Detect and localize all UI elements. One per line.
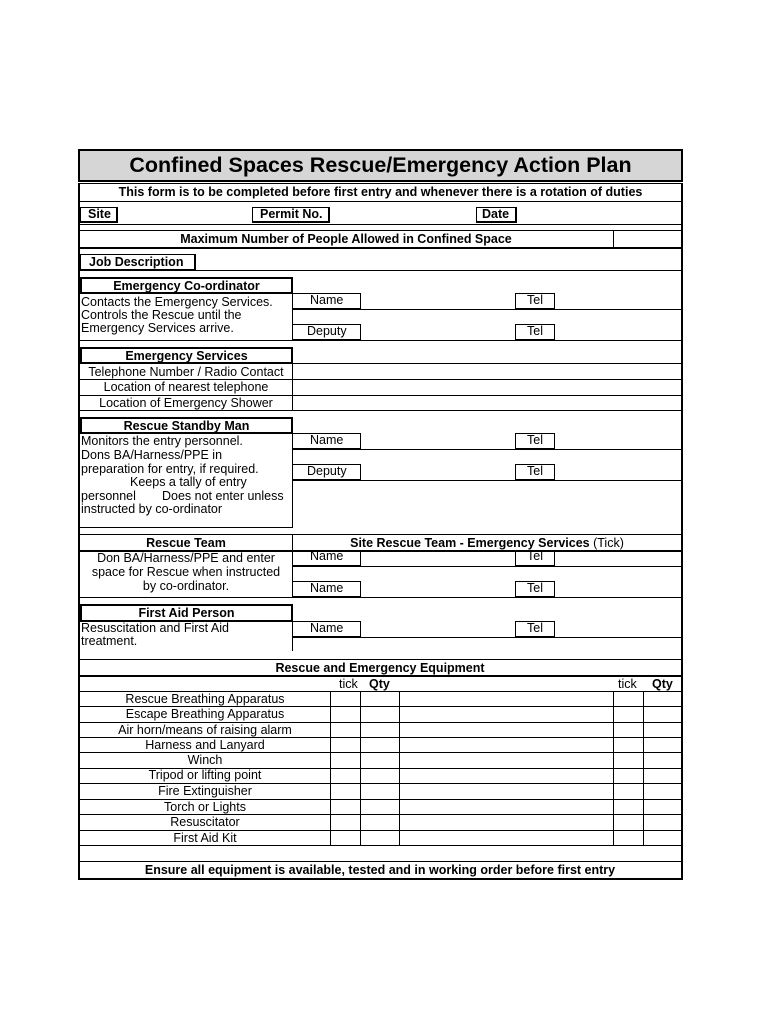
subtitle: This form is to be completed before first entry and whenever there is a rotation of duties [118,185,643,199]
footer-note: Ensure all equipment is available, tested and in working order before first entry [144,863,616,877]
equipment-item: First Aid Kit [173,831,237,845]
equipment-item: Escape Breathing Apparatus [125,707,285,721]
services-nearest-phone-label: Location of nearest telephone [103,380,269,394]
rescue-team-heading: Rescue Team [146,536,226,550]
standby-tel-label: Tel [515,433,555,449]
standby-desc-5a: personnel [81,489,136,503]
standby-desc-1: Monitors the entry personnel. [81,434,243,448]
coordinator-desc-2: Controls the Rescue until the [81,308,242,322]
rescue-team-tel-1-label: Tel [515,550,555,566]
standby-desc-5b: Does not enter unless [162,489,284,503]
standby-deputy-tel-label: Tel [515,464,555,480]
equipment-tick-header-left: tick [339,677,358,691]
standby-desc-4: Keeps a tally of entry [130,475,247,489]
site-label: Site [80,207,118,223]
services-phone-label: Telephone Number / Radio Contact [88,365,284,379]
standby-desc-3: preparation for entry, if required. [81,462,259,476]
first-aid-name-label: Name [292,621,361,637]
equipment-item: Torch or Lights [164,800,246,814]
permit-label: Permit No. [252,207,330,223]
rescue-team-right-heading: Site Rescue Team - Emergency Services (Tick) [350,536,624,550]
coordinator-name-label: Name [292,293,361,309]
equipment-item: Tripod or lifting point [148,768,262,782]
equipment-heading: Rescue and Emergency Equipment [275,661,485,675]
rescue-team-desc-3: by co-ordinator. [142,579,230,593]
coordinator-desc-1: Contacts the Emergency Services. [81,295,273,309]
max-people-label: Maximum Number of People Allowed in Confined Space [180,232,512,246]
equipment-item: Harness and Lanyard [145,738,265,752]
equipment-item: Rescue Breathing Apparatus [125,692,285,706]
standby-name-label: Name [292,433,361,449]
rescue-team-desc-2: space for Rescue when instructed [91,565,281,579]
rescue-team-name-2-label: Name [292,581,361,597]
equipment-qty-header-left: Qty [369,677,390,691]
equipment-item: Air horn/means of raising alarm [118,723,292,737]
standby-heading: Rescue Standby Man [123,419,250,433]
first-aid-desc-2: treatment. [81,634,138,648]
coordinator-deputy-label: Deputy [292,324,361,340]
services-heading: Emergency Services [125,349,248,363]
equipment-item: Winch [187,753,223,767]
equipment-qty-header-right: Qty [652,677,673,691]
coordinator-heading: Emergency Co-ordinator [113,279,260,293]
job-description-label: Job Description [80,254,196,271]
date-label: Date [476,207,517,223]
coordinator-tel-label: Tel [515,293,555,309]
coordinator-deputy-tel-label: Tel [515,324,555,340]
coordinator-desc-3: Emergency Services arrive. [81,321,234,335]
equipment-tick-header-right: tick [618,677,637,691]
equipment-item: Resuscitator [170,815,240,829]
services-shower-label: Location of Emergency Shower [99,396,273,410]
first-aid-desc-1: Resuscitation and First Aid [81,621,229,635]
rescue-team-desc-1: Don BA/Harness/PPE and enter [97,551,275,565]
equipment-item: Fire Extinguisher [158,784,252,798]
standby-desc-6: instructed by co-ordinator [81,502,223,516]
first-aid-heading: First Aid Person [138,606,235,620]
rescue-team-name-1-label: Name [292,550,361,566]
rescue-team-tel-2-label: Tel [515,581,555,597]
page-title: Confined Spaces Rescue/Emergency Action Plan [129,153,632,177]
standby-desc-2: Dons BA/Harness/PPE in [81,448,223,462]
standby-deputy-label: Deputy [292,464,361,480]
first-aid-tel-label: Tel [515,621,555,637]
max-people-value[interactable] [615,231,680,246]
